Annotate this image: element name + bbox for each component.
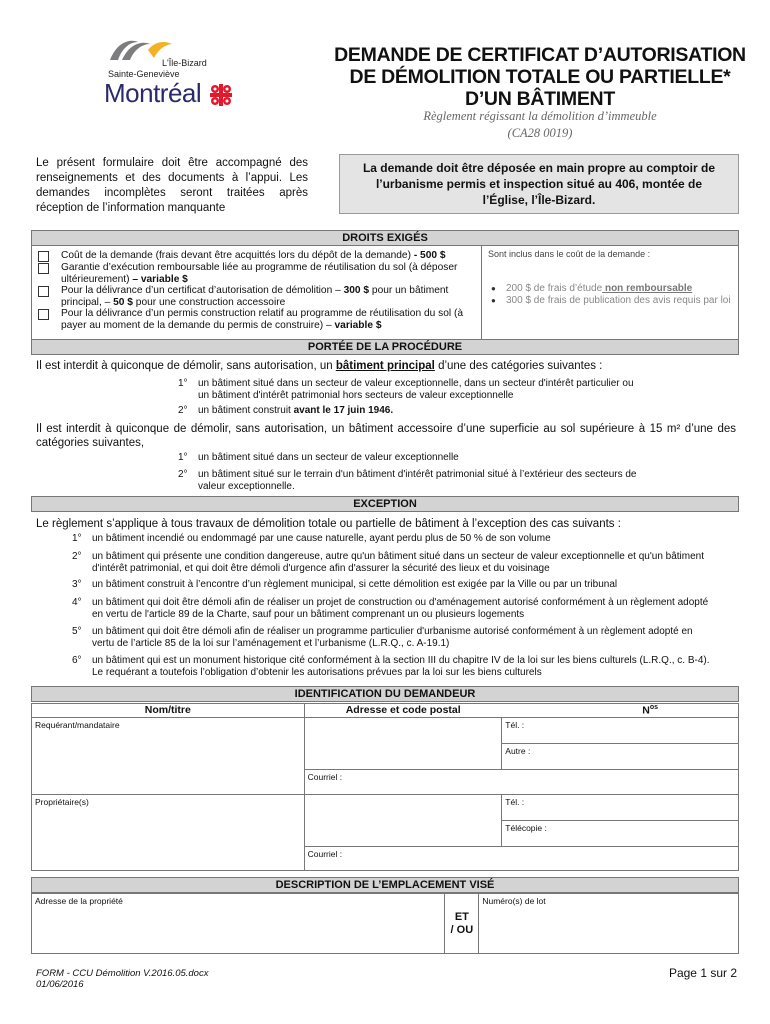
logo-wordmark: Montréal — [104, 78, 202, 108]
footer-form-id — [36, 968, 208, 990]
fee-1-text: Coût de la demande (frais devant être acquittés lors du dépôt de la demande) — [61, 250, 411, 261]
date-limit: avant le 17 juin 1946. — [293, 405, 394, 416]
rosette-icon — [208, 82, 234, 108]
fee-item — [38, 250, 477, 262]
form-subtitle — [330, 108, 750, 142]
portee-item-3: 1° un bâtiment situé dans un secteur de valeur exceptionnelle — [178, 452, 459, 463]
portee-paragraph-1: Il est interdit à quiconque de démolir, sans autorisation, un bâtiment principal d’une des catégories suivantes : — [36, 360, 603, 372]
form-version: FORM - CCU Démolition V.2016.05.docx — [36, 968, 209, 979]
section-header-location: DESCRIPTION DE L’EMPLACEMENT VISÉ — [31, 877, 739, 893]
fee-1-amount: - 500 $ — [411, 250, 446, 261]
portee-item-2: 2° un bâtiment construit avant le 17 juin 1946. — [178, 405, 394, 416]
lot-number-field[interactable]: Numéro(s) de lot — [479, 894, 739, 954]
section-header-droits: DROITS EXIGÉS — [31, 230, 739, 246]
included-item — [488, 295, 734, 307]
fee-checkbox-4[interactable] — [38, 309, 49, 320]
table-row — [32, 718, 739, 744]
location-table — [31, 893, 739, 954]
fee-3-after: pour un bâtiment principal, – — [61, 285, 449, 308]
bullet-icon: ● — [491, 284, 496, 293]
table-row — [32, 795, 739, 821]
section-header-exception: EXCEPTION — [31, 496, 739, 512]
principal-building-term: bâtiment principal — [335, 360, 435, 372]
fee-item — [38, 285, 477, 308]
requerant-name-field[interactable] — [32, 718, 305, 795]
fee-item — [38, 262, 477, 285]
property-address-field[interactable]: Adresse de la propriété — [32, 894, 445, 954]
and-or-label: ET / OU — [445, 894, 479, 954]
applicant-table — [31, 703, 739, 871]
included-list — [488, 283, 734, 307]
applicant-table-header — [32, 704, 739, 718]
exception-item-6: 6° un bâtiment qui est un monument historique cité conformément à la section III du chapitre IV de la loi sur les biens culturels (L.R.Q., c. B-4). Le requérant a toutefois l’obligation d’obtenir les autorisations prévues par la loi sur les biens culturels — [72, 655, 710, 678]
logo-line-sainte-genevieve: Sainte-Geneviève — [108, 69, 180, 79]
fees-box — [31, 246, 739, 340]
requerant-email-field[interactable]: Courriel : — [304, 770, 738, 795]
intro-paragraph: Le présent formulaire doit être accompagné des renseignements et des documents à l’appui. Les demandes incomplètes seront traitées après réception de l’information manquante — [36, 157, 308, 214]
col-numbers-header: $N^{os}$ — [502, 704, 739, 718]
requerant-label: Requérant/mandataire — [35, 720, 120, 730]
requerant-address-field[interactable] — [304, 718, 502, 770]
regulation-code: (CA28 0019) — [507, 126, 573, 140]
fee-3-amount: 300 $ — [340, 285, 370, 297]
fee-3-amount-2: 50 $ — [110, 296, 133, 308]
form-title-line-1: DEMANDE DE CERTIFICAT D’AUTORISATION — [334, 44, 746, 66]
table-row — [32, 894, 739, 954]
deposit-notice-text: La demande doit être déposée en main propre au comptoir de l’urbanisme permis et inspection situé au 406, montée de l’Église, l’Île-Bizard. — [362, 161, 716, 207]
fee-checkbox-3[interactable] — [38, 286, 49, 297]
montreal-logo — [100, 36, 250, 116]
fee-4-text: Pour la délivrance d’un permis construction relatif au programme de réutilisation du sol (à payer au moment de la demande du permis de construire) – — [61, 308, 464, 331]
owner-label: Propriétaire(s) — [35, 797, 89, 807]
section-header-identification: IDENTIFICATION DU DEMANDEUR — [31, 686, 739, 702]
form-date: 01/06/2016 — [36, 979, 84, 990]
fee-2-text: Garantie d’exécution remboursable liée au programme de réutilisation du sol (à déposer ultérieurement) — [61, 262, 458, 285]
included-item — [488, 283, 734, 295]
fee-checkbox-1[interactable] — [38, 251, 49, 262]
page-number: Page 1 sur 2 — [668, 966, 737, 980]
exception-item-3: 3° un bâtiment construit à l’encontre d’un règlement municipal, si cette démolition est exigée par la Ville ou par un tribunal — [72, 579, 618, 590]
deposit-notice-box — [339, 154, 739, 214]
fee-4-amount: variable $ — [331, 319, 382, 331]
col-address-header: Adresse et code postal — [304, 704, 502, 718]
owner-address-field[interactable] — [304, 795, 502, 847]
exception-item-5: 5° un bâtiment qui doit être démoli afin de réaliser un programme particulier d'urbanisme autorisé conformément à un règlement adopté en vertu de l’article 85 de la loi sur l’aménagement et l’urbanisme (L.R.Q., c. A-19.1) — [72, 626, 693, 649]
fee-checkbox-2[interactable] — [38, 263, 49, 274]
exception-intro: Le règlement s’applique à tous travaux de démolition totale ou partielle de bâtiment à l’exception des cas suivants : — [36, 518, 621, 530]
owner-tel-field[interactable]: Tél. : — [502, 795, 739, 821]
included-2-text: 300 $ de frais de publication des avis requis par loi — [506, 295, 731, 306]
form-title — [330, 44, 750, 110]
portee-paragraph-2: Il est interdit à quiconque de démolir, sans autorisation, un bâtiment accessoire d’une superficie au sol supérieure à 15 m² d’une des catégories suivantes, — [36, 423, 736, 449]
fee-3-after-2: pour une construction accessoire — [132, 296, 286, 308]
requerant-tel-field[interactable]: Tél. : — [502, 718, 739, 744]
bullet-icon: ● — [491, 296, 496, 305]
regulation-name: Règlement régissant la démolition d’immeuble — [423, 109, 657, 123]
requerant-other-field[interactable]: Autre : — [502, 744, 739, 770]
form-title-line-2: DE DÉMOLITION TOTALE OU PARTIELLE* — [349, 66, 731, 88]
fee-item — [38, 308, 477, 331]
included-costs — [484, 246, 738, 339]
included-1-note: non remboursable — [602, 283, 693, 294]
exception-item-1: 1° un bâtiment incendié ou endommagé par une cause naturelle, ayant perdu plus de 50 % de son volume — [72, 533, 551, 544]
owner-fax-field[interactable]: Télécopie : — [502, 821, 739, 847]
owner-name-field[interactable] — [32, 795, 305, 871]
fee-3-text: Pour la délivrance d’un certificat d’autorisation de démolition – — [61, 285, 341, 297]
col-name-header: Nom/titre — [32, 704, 305, 718]
included-label: Sont inclus dans le coût de la demande : — [488, 249, 651, 259]
portee-item-1: 1° un bâtiment situé dans un secteur de valeur exceptionnelle, dans un secteur d'intérêt particulier ou un bâtiment d'intérêt patrimonial hors secteurs de valeur exceptionnelle — [178, 378, 634, 401]
section-header-portee: PORTÉE DE LA PROCÉDURE — [31, 339, 739, 355]
form-title-line-3: D’UN BÂTIMENT — [465, 88, 615, 110]
fees-list — [32, 246, 482, 339]
owner-email-field[interactable]: Courriel : — [304, 847, 738, 871]
fee-2-amount: – variable $ — [129, 273, 188, 285]
included-1-text: 200 $ de frais d’étude — [506, 283, 603, 294]
exception-item-4: 4° un bâtiment qui doit être démoli afin de réaliser un projet de construction ou d'aménagement autorisé conformément à un règlement adopté en vertu de l'article 89 de la Charte, sauf pour un bâtiment comprenant un ou plusieurs logements — [72, 597, 709, 620]
portee-item-4: 2° un bâtiment situé sur le terrain d'un bâtiment d'intérêt patrimonial situé à l’extérieur des secteurs de valeur exceptionnelle. — [178, 469, 637, 492]
logo-line-ile-bizard: L'Île-Bizard — [162, 58, 207, 68]
exception-item-2: 2° un bâtiment qui présente une condition dangereuse, autre qu'un bâtiment situé dans un secteur de valeur exceptionnelle et qu'un bâtiment d'intérêt patrimonial, et qui doit être démoli d'urgence afin d'assurer la sécurité des lieux et du voisinage — [72, 551, 705, 574]
